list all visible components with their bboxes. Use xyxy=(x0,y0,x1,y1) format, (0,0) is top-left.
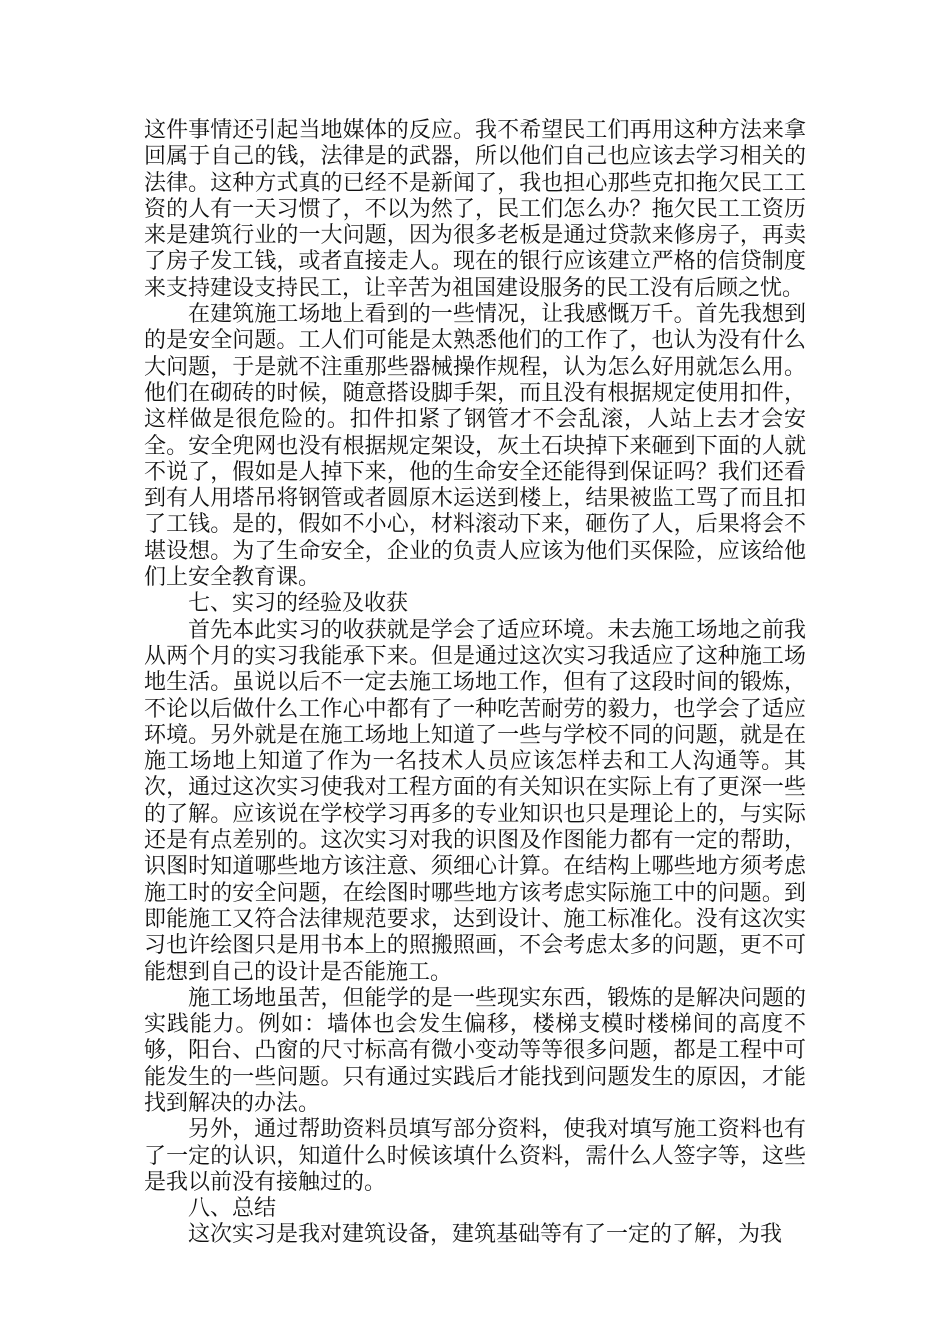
paragraph-safety: 在建筑施工场地上看到的一些情况，让我感慨万千。首先我想到的是安全问题。工人们可能是太熟悉他们的工作了，也认为没有什么大问题，于是就不注重那些器械操作规程，认为怎么好用就怎么用。他们在砌砖的时候，随意搭设脚手架，而且没有根据规定使用扣件，这样做是很危险的。扣件扣紧了钢管才不会乱滚，人站上去才会安全。安全兜网也没有根据规定架设，灰土石块掉下来砸到下面的人就不说了，假如是人掉下来，他的生命安全还能得到保证吗？我们还看到有人用塔吊将钢管或者圆原木运送到楼上，结果被监工骂了而且扣了工钱。是的，假如不小心，材料滚动下来，砸伤了人，后果将会不堪设想。为了生命安全，企业的负责人应该为他们买保险，应该给他们上安全教育课。 xyxy=(144,302,806,591)
document-page xyxy=(144,118,806,1249)
paragraph-documents: 另外，通过帮助资料员填写部分资料，使我对填写施工资料也有了一定的认识，知道什么时候该填什么资料，需什么人签字等，这些是我以前没有接触过的。 xyxy=(144,1117,806,1195)
section-heading-8: 八、总结 xyxy=(188,1196,277,1222)
paragraph-experience: 首先本此实习的收获就是学会了适应环境。未去施工场地之前我从两个月的实习我能承下来。但是通过这次实习我适应了这种施工场地生活。虽说以后不一定去施工场地工作，但有了这段时间的锻炼，不论以后做什么工作心中都有了一种吃苦耐劳的毅力，也学会了适应环境。另外就是在施工场地上知道了一些与学校不同的问题，就是在施工场地上知道了作为一名技术人员应该怎样去和工人沟通等。其次，通过这次实习使我对工程方面的有关知识在实际上有了更深一些的了解。应该说在学校学习再多的专业知识也只是理论上的，与实际还是有点差别的。这次实习对我的识图及作图能力都有一定的帮助，识图时知道哪些地方该注意、须细心计算。在结构上哪些地方须考虑施工时的安全问题，在绘图时哪些地方该考虑实际施工中的问题。到即能施工又符合法律规范要求，达到设计、施工标准化。没有这次实习也许绘图只是用书本上的照搬照画，不会考虑太多的问题，更不可能想到自己的设计是否能施工。 xyxy=(144,617,806,985)
section-heading-7: 七、实习的经验及收获 xyxy=(188,591,409,617)
paragraph-continued: 这件事情还引起当地媒体的反应。我不希望民工们再用这种方法来拿回属于自己的钱，法律是的武器，所以他们自己也应该去学习相关的法律。这种方式真的已经不是新闻了，我也担心那些克扣拖欠民工工资的人有一天习惯了，不以为然了，民工们怎么办？拖欠民工工资历来是建筑行业的一大问题，因为很多老板是通过贷款来修房子，再卖了房子发工钱，或者直接走人。现在的银行应该建立严格的信贷制度来支持建设支持民工，让辛苦为祖国建设服务的民工没有后顾之忧。 xyxy=(144,118,806,301)
paragraph-summary: 这次实习是我对建筑设备，建筑基础等有了一定的了解，为我 xyxy=(188,1222,783,1248)
paragraph-practice: 施工场地虽苦，但能学的是一些现实东西，锻炼的是解决问题的实践能力。例如：墙体也会发生偏移，楼梯支模时楼梯间的高度不够，阳台、凸窗的尺寸标高有微小变动等等很多问题，都是工程中可能发生的一些问题。只有通过实践后才能找到问题发生的原因，才能找到解决的办法。 xyxy=(144,985,806,1116)
